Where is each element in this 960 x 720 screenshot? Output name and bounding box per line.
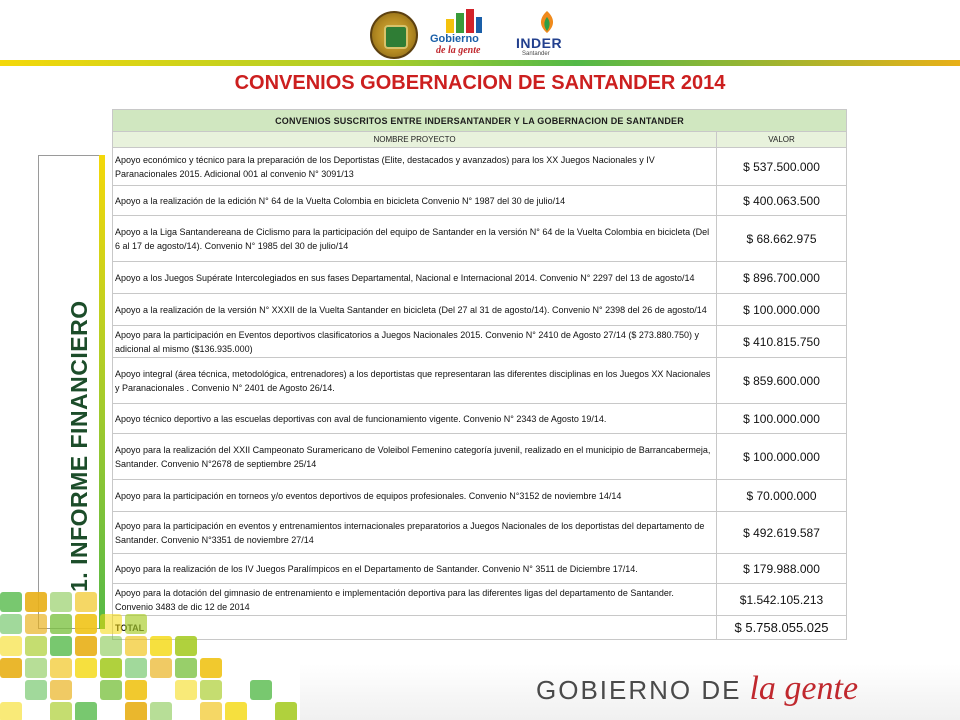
- mosaic-tile: [100, 614, 122, 634]
- project-value-cell: $ 68.662.975: [717, 216, 847, 262]
- table-row: [113, 554, 847, 584]
- project-name-cell: Apoyo integral (área técnica, metodológica, entrenadores) a los deportistas que representaran las diferentes disciplinas en los Juegos XX Nacionales y Paranacionales . Convenio N° 2401 de Agosto 26/14.: [113, 358, 717, 404]
- mosaic-tile: [75, 658, 97, 678]
- mosaic-tile: [75, 592, 97, 612]
- header-logos: [370, 8, 590, 62]
- project-value-cell: $1.542.105.213: [717, 584, 847, 616]
- project-value-cell: $ 537.500.000: [717, 148, 847, 186]
- mosaic-tile: [125, 636, 147, 656]
- mosaic-tile: [0, 702, 22, 720]
- mosaic-tile: [0, 636, 22, 656]
- inder-logo-subtext: Santander: [522, 51, 550, 57]
- gobierno-logo-text: Gobierno: [430, 33, 479, 45]
- project-value-cell: $ 70.000.000: [717, 480, 847, 512]
- table-row: [113, 358, 847, 404]
- table-row: [113, 434, 847, 480]
- inder-logo-text: INDER: [516, 35, 563, 51]
- mosaic-tile: [50, 636, 72, 656]
- table-row: [113, 216, 847, 262]
- mosaic-tile: [25, 658, 47, 678]
- table-row: [113, 186, 847, 216]
- footer-brand-gobierno: GOBIERNO DE: [536, 675, 742, 705]
- table-title: CONVENIOS SUSCRITOS ENTRE INDERSANTANDER Y LA GOBERNACION DE SANTANDER: [113, 110, 847, 132]
- mosaic-tile: [175, 636, 197, 656]
- project-value-cell: $ 492.619.587: [717, 512, 847, 554]
- mosaic-tile: [175, 658, 197, 678]
- section-side-label: 1. INFORME FINANCIERO: [66, 300, 92, 592]
- footer-brand-la-gente: la gente: [749, 670, 859, 707]
- project-name-cell: Apoyo para la dotación del gimnasio de entrenamiento e implementación deportiva para las diferentes ligas del departamento de Santander. Convenio 3483 de dic 12 de 2014: [113, 584, 717, 616]
- table-row: [113, 512, 847, 554]
- mosaic-tile: [200, 702, 222, 720]
- project-name-cell: Apoyo técnico deportivo a las escuelas deportivas con aval de funcionamiento vigente. Convenio N° 2343 de Agosto 19/14.: [113, 404, 717, 434]
- table-row: [113, 326, 847, 358]
- mosaic-tile: [100, 636, 122, 656]
- mosaic-tile: [25, 592, 47, 612]
- mosaic-tile: [200, 658, 222, 678]
- table-row: [113, 480, 847, 512]
- mosaic-tile: [25, 680, 47, 700]
- mosaic-tile: [50, 680, 72, 700]
- mosaic-tile: [50, 592, 72, 612]
- mosaic-tile: [225, 702, 247, 720]
- mosaic-tile: [125, 702, 147, 720]
- table-row: [113, 148, 847, 186]
- column-header-value: VALOR: [717, 132, 847, 148]
- project-name-cell: Apoyo para la realización del XXII Campeonato Suramericano de Voleibol Femenino categoría juvenil, realizado en el municipio de Barrancabermeja, Santander. Convenio N°2678 de septiembre 25/14: [113, 434, 717, 480]
- mosaic-tile: [250, 680, 272, 700]
- inder-flame-icon: [532, 9, 562, 35]
- project-value-cell: $ 100.000.000: [717, 434, 847, 480]
- column-header-name: NOMBRE PROYECTO: [113, 132, 717, 148]
- project-value-cell: $ 410.815.750: [717, 326, 847, 358]
- mosaic-tile: [150, 702, 172, 720]
- project-name-cell: Apoyo para la participación en eventos y entrenamientos internacionales preparatorios a Juegos Nacionales de los deportistas del departamento de Santander. Convenio N°3351 de noviembre 27/14: [113, 512, 717, 554]
- mosaic-tile: [75, 614, 97, 634]
- santander-seal-logo: [370, 11, 418, 59]
- mosaic-tile: [125, 658, 147, 678]
- convenios-table-wrapper: [112, 109, 846, 640]
- project-value-cell: $ 179.988.000: [717, 554, 847, 584]
- mosaic-tile: [0, 658, 22, 678]
- project-value-cell: $ 859.600.000: [717, 358, 847, 404]
- footer-brand: [536, 670, 858, 714]
- page-title: CONVENIOS GOBERNACION DE SANTANDER 2014: [234, 72, 726, 94]
- project-name-cell: Apoyo para la realización de los IV Juegos Paralímpicos en el Departamento de Santander. Convenio N° 3511 de Diciembre 17/14.: [113, 554, 717, 584]
- mosaic-tile: [150, 658, 172, 678]
- mosaic-tile: [0, 592, 22, 612]
- mosaic-tile: [125, 614, 147, 634]
- mosaic-tile: [50, 658, 72, 678]
- project-value-cell: $ 400.063.500: [717, 186, 847, 216]
- mosaic-tile: [275, 702, 297, 720]
- mosaic-tile: [125, 680, 147, 700]
- mosaic-tile: [25, 614, 47, 634]
- project-name-cell: Apoyo a la realización de la versión N° XXXII de la Vuelta Santander en bicicleta (Del 27 al 31 de agosto/14). Convenio N° 2398 del 26 de agosto/14: [113, 294, 717, 326]
- mosaic-tile: [75, 702, 97, 720]
- project-value-cell: $ 896.700.000: [717, 262, 847, 294]
- mosaic-tile: [75, 636, 97, 656]
- table-row: [113, 294, 847, 326]
- mosaic-tile: [25, 636, 47, 656]
- mosaic-tile: [50, 614, 72, 634]
- mosaic-tile: [100, 658, 122, 678]
- project-name-cell: Apoyo a los Juegos Supérate Intercolegiados en sus fases Departamental, Nacional e Internacional 2014. Convenio N° 2297 del 13 de agosto/14: [113, 262, 717, 294]
- gobierno-de-la-gente-logo: [430, 9, 502, 61]
- convenios-table: [112, 109, 847, 640]
- project-value-cell: $ 100.000.000: [717, 294, 847, 326]
- mosaic-tile: [200, 680, 222, 700]
- total-value: $ 5.758.055.025: [717, 616, 847, 640]
- mosaic-tile: [0, 614, 22, 634]
- inder-logo: [514, 9, 578, 61]
- table-row: [113, 404, 847, 434]
- project-name-cell: Apoyo para la participación en Eventos deportivos clasificatorios a Juegos Nacionales 2015. Convenio N° 2410 de Agosto 27/14 ($ 273.880.750) y adicional al mismo ($136.935.000): [113, 326, 717, 358]
- gobierno-mark-icon: [444, 9, 484, 35]
- decorative-mosaic: [0, 592, 300, 720]
- mosaic-tile: [50, 702, 72, 720]
- project-name-cell: Apoyo económico y técnico para la preparación de los Deportistas (Elite, destacados y avanzados) para los XX Juegos Nacionales y IV Paranacionales 2015. Adicional 001 al convenio N° 3091/13: [113, 148, 717, 186]
- project-name-cell: Apoyo a la Liga Santandereana de Ciclismo para la participación del equipo de Santander en la versión N° 64 de la Vuelta Colombia en bicicleta (Del 6 al 17 de agosto/14). Convenio N° 1985 del 30 de julio/14: [113, 216, 717, 262]
- table-body: [113, 148, 847, 640]
- table-row: [113, 262, 847, 294]
- de-la-gente-logo-text: de la gente: [436, 45, 481, 56]
- mosaic-tile: [175, 680, 197, 700]
- project-value-cell: $ 100.000.000: [717, 404, 847, 434]
- mosaic-tile: [150, 636, 172, 656]
- mosaic-tile: [100, 680, 122, 700]
- project-name-cell: Apoyo para la participación en torneos y/o eventos deportivos de equipos profesionales. Convenio N°3152 de noviembre 14/14: [113, 480, 717, 512]
- project-name-cell: Apoyo a la realización de la edición N° 64 de la Vuelta Colombia en bicicleta Convenio N° 1987 del 30 de julio/14: [113, 186, 717, 216]
